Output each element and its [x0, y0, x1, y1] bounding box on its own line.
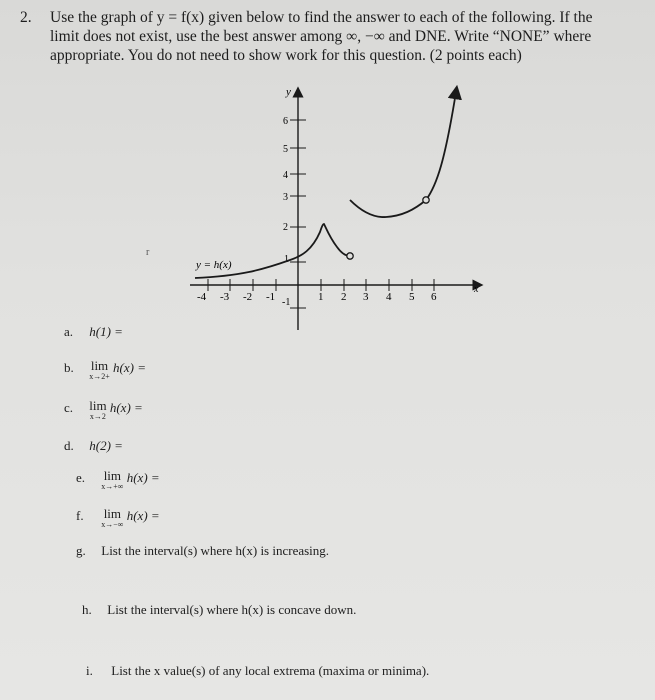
question-label: h. [82, 602, 92, 617]
question-label: f. [76, 508, 84, 523]
limit-operator [101, 508, 123, 529]
limit-subscript: x→2 [89, 412, 106, 421]
limit-operator [89, 360, 110, 381]
question-label: e. [76, 470, 86, 485]
curve-rising-branch [426, 92, 456, 200]
x-tick-label: 4 [386, 291, 392, 303]
limit-word: lim [103, 468, 122, 483]
limit-word: lim [103, 506, 122, 521]
limit-word: lim [89, 398, 107, 413]
x-axis-label: x [474, 284, 479, 295]
limit-subscript: x→−∞ [101, 520, 124, 529]
stray-mark: r [146, 247, 150, 258]
limit-subscript: x→2+ [89, 372, 110, 381]
x-tick-label: 1 [318, 291, 324, 303]
question-text: h(2) = [89, 438, 123, 453]
question-label: a. [64, 324, 74, 339]
y-tick-label: 2 [283, 222, 288, 233]
limit-word: lim [90, 358, 109, 373]
limit-operator [89, 400, 106, 421]
question-text: List the interval(s) where h(x) is concave down. [107, 602, 357, 617]
question-a [64, 324, 123, 340]
y-tick-labels [282, 116, 290, 308]
question-label: d. [64, 438, 74, 453]
y-tick-label: 3 [283, 192, 288, 203]
open-circle-x5 [423, 197, 429, 203]
y-tick-label: 5 [283, 144, 288, 155]
question-text: h(x) = [126, 470, 160, 485]
x-tick-label: -4 [197, 291, 207, 303]
problem-text: Use the graph of y = f(x) given below to find the answer to each of the following. If the limit does not exist, use the best answer among ∞, −∞ and DNE. Write “NONE” where appropriate. You do not need to show work for this question. (2 points each) [50, 9, 593, 64]
x-tick-label: 5 [409, 291, 415, 303]
question-label: g. [76, 543, 86, 558]
question-text: h(1) = [89, 324, 123, 339]
question-label: c. [64, 400, 74, 415]
curve-right-branch [350, 200, 426, 217]
x-tick-labels [197, 291, 437, 303]
question-text: h(x) = [126, 508, 160, 523]
question-text: h(x) = [109, 400, 143, 415]
question-i [86, 663, 429, 679]
question-h [82, 602, 356, 618]
y-tick-label-negative: -1 [282, 297, 291, 308]
limit-operator [101, 470, 123, 491]
x-tick-label: -1 [266, 291, 276, 303]
x-tick-label: 6 [431, 291, 437, 303]
x-tick-label: -3 [220, 291, 230, 303]
y-tick-label: 6 [283, 116, 288, 127]
question-b [64, 360, 146, 381]
question-g [76, 543, 329, 559]
x-tick-label: 2 [341, 291, 347, 303]
question-text: h(x) = [113, 360, 146, 375]
problem-number: 2. [20, 9, 32, 26]
question-c [64, 400, 143, 421]
question-d [64, 438, 123, 454]
y-tick-label: 4 [283, 170, 288, 181]
question-label: b. [64, 360, 74, 375]
open-circle-x2 [347, 253, 353, 259]
limit-subscript: x→+∞ [101, 482, 124, 491]
question-label: i. [86, 663, 93, 678]
x-tick-label: -2 [243, 291, 253, 303]
y-axis-label: y [286, 86, 291, 98]
question-f [76, 508, 160, 529]
y-tick-label: 1 [284, 254, 289, 265]
question-text: List the interval(s) where h(x) is increasing. [101, 543, 330, 558]
x-tick-label: 3 [363, 291, 369, 303]
function-label: y = h(x) [196, 259, 232, 271]
question-e [76, 470, 160, 491]
question-text: List the x value(s) of any local extrema (maxima or minima). [111, 663, 430, 678]
